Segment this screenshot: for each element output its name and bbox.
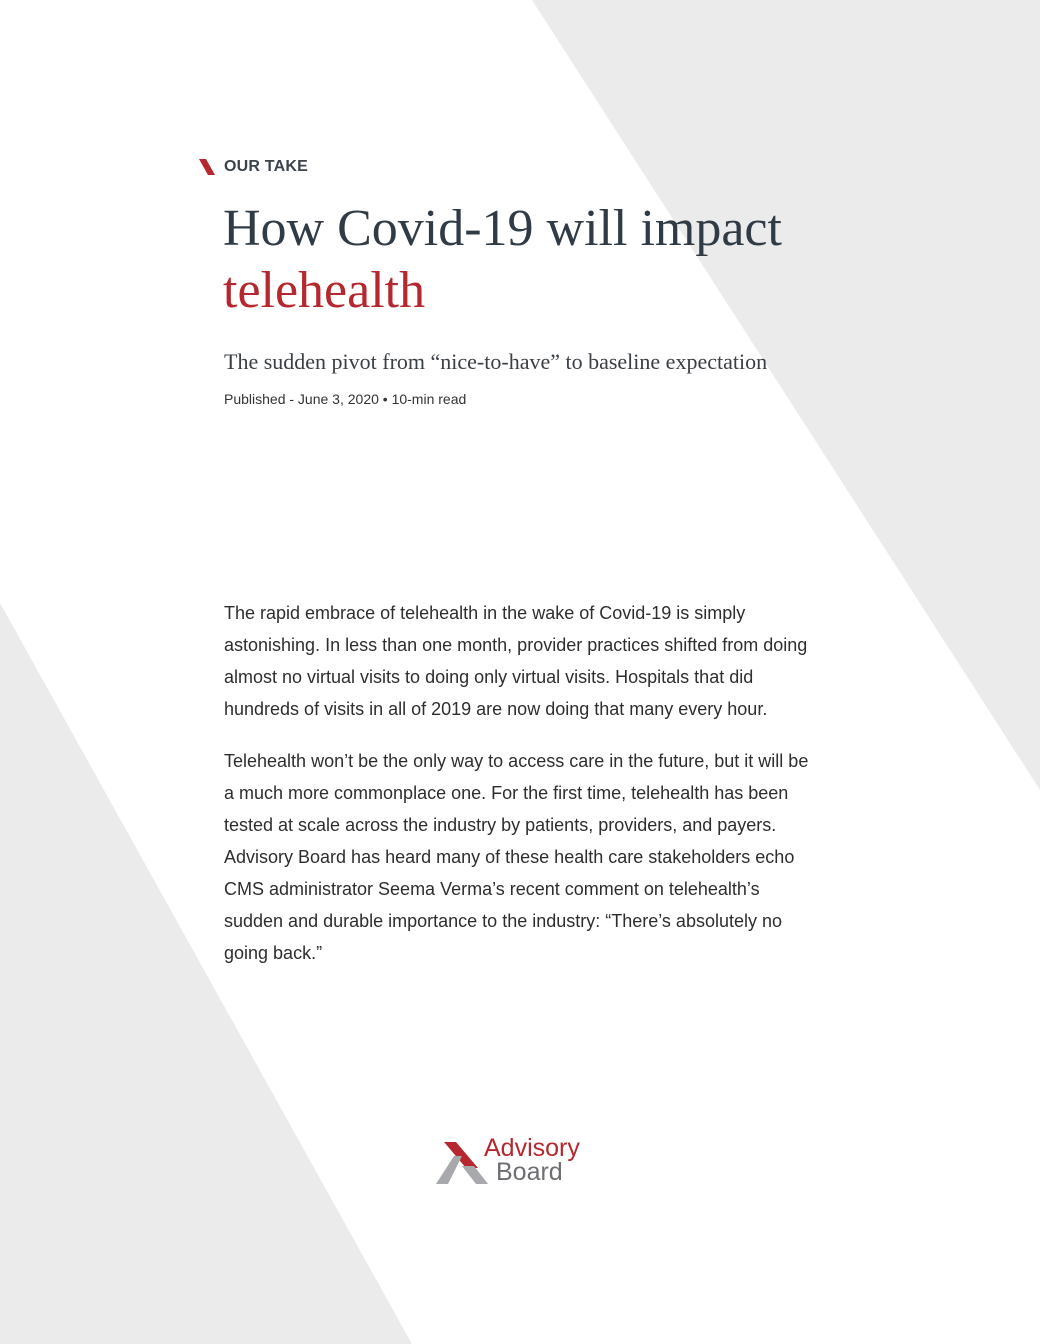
article-body (224, 597, 814, 989)
logo-wordmark (484, 1136, 580, 1184)
logo-word-board: Board (496, 1158, 563, 1186)
advisory-board-logo (436, 1136, 580, 1188)
body-paragraph-2: Telehealth won’t be the only way to access care in the future, but it will be a much more commonplace one. For the first time, telehealth has been tested at scale across the industry by patients, providers, and payers. Advisory Board has heard many of these health care stakeholders echo CMS administrator Seema Verma’s recent comment on telehealth’s sudden and durable importance to the industry: “There’s absolutely no going back.” (224, 751, 809, 963)
title-line-2: telehealth (223, 262, 426, 319)
subtitle: The sudden pivot from “nice-to-have” to baseline expectation (224, 349, 768, 374)
eyebrow (199, 158, 308, 176)
body-paragraph-1: The rapid embrace of telehealth in the wake of Covid-19 is simply astonishing. In less than one month, provider practices shifted from doing almost no virtual visits to doing only virtual visits. Hospitals that did hundreds of visits in all of 2019 are now doing that many every hour. (224, 603, 808, 719)
logo-word-advisory: Advisory (484, 1134, 580, 1162)
publish-meta: Published - June 3, 2020 • 10-min read (224, 391, 467, 407)
title-line-1: How Covid-19 will impact (223, 200, 782, 257)
page-title (223, 198, 863, 322)
slash-mark-icon (199, 159, 215, 175)
eyebrow-label: OUR TAKE (224, 158, 308, 175)
